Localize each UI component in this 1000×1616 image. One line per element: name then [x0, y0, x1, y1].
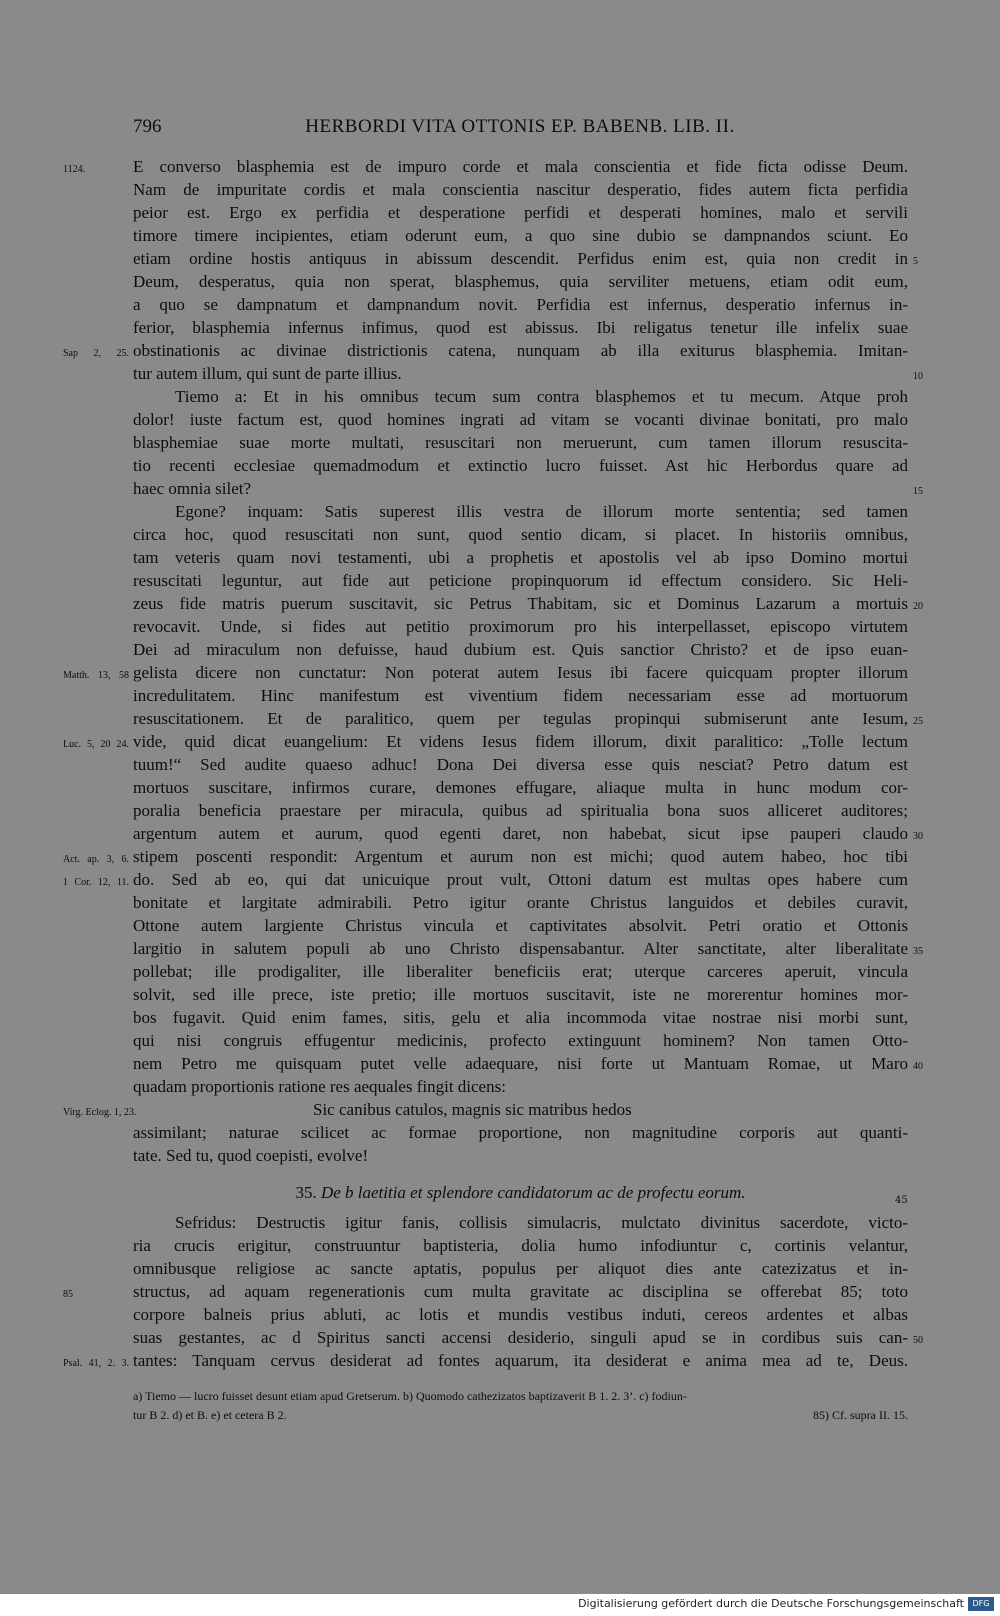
line-text: E converso blasphemia est de impuro corde et mala conscientia et fide ficta odisse Deum.: [133, 157, 908, 176]
text-line: [133, 1075, 908, 1098]
line-text: resuscitationem. Et de paralitico, quem per tegulas propinqui submiserunt ante Iesum,: [133, 709, 908, 728]
text-line: [133, 638, 908, 661]
text-line: [63, 1280, 908, 1303]
line-text: Sefridus: Destructis igitur fanis, collisis simulacris, mulctato divinitus sacerdote, victo-: [175, 1213, 908, 1232]
margin-citation: Luc. 5, 20 24.: [63, 739, 129, 750]
line-number: 10: [913, 371, 923, 382]
text-line: [63, 868, 908, 891]
text-line: [63, 845, 908, 868]
margin-citation: Psal. 41, 2. 3.: [63, 1358, 129, 1369]
text-line: [63, 1098, 908, 1121]
line-text: pollebat; ille prodigaliter, ille liberaliter beneficiis erat; uterque carceres aperuit, vincula: [133, 962, 908, 981]
footnote-line: [133, 1387, 908, 1406]
line-text: haec omnia silet?: [133, 479, 252, 498]
text-line: [133, 1052, 923, 1075]
line-text: vide, quid dicat euangelium: Et videns Iesus fidem illorum, dixit paralitico: „Tolle lectum: [133, 732, 908, 751]
line-text: obstinationis ac divinae districtionis catena, nunquam ab illa exiturus blasphemia. Imitan-: [133, 341, 908, 360]
line-text: omnibusque religiose ac sancte aptatis, populus per aliquot dies ante catezizatus et in-: [133, 1259, 908, 1278]
line-text: largitio in salutem populi ab uno Christo dispensabantur. Alter sanctitate, alter liberalitate: [133, 939, 908, 958]
text-line: [133, 753, 908, 776]
text-line: [133, 1303, 908, 1326]
text-line: [133, 1211, 908, 1234]
text-line: [133, 1234, 908, 1257]
text-line: [133, 1029, 908, 1052]
text-line: [63, 339, 908, 362]
line-text: nem Petro me quisquam putet velle adaequare, nisi forte ut Mantuam Romae, ut Maro: [133, 1054, 908, 1073]
line-number: 25: [913, 716, 923, 727]
line-text: suas gestantes, ac d Spiritus sancti accensi desiderio, singuli apud se in cordibus suis can-: [133, 1328, 908, 1347]
funding-credit: Digitalisierung gefördert durch die Deutsche Forschungsgemeinschaft: [578, 1597, 964, 1610]
line-text: quadam proportionis ratione res aequales fingit dicens:: [133, 1077, 506, 1096]
text-line: [133, 684, 908, 707]
line-text: Tiemo a: Et in his omnibus tecum sum contra blasphemos et tu mecum. Atque proh: [175, 387, 908, 406]
text-line: [133, 477, 923, 500]
text-line: [133, 569, 908, 592]
text-line: [133, 178, 908, 201]
chapter-heading: [133, 1183, 908, 1203]
text-line: [133, 247, 918, 270]
line-text: tantes: Tanquam cervus desiderat ad fontes aquarum, ita desiderat e anima mea ad te, Deus.: [133, 1351, 908, 1370]
text-line: [133, 1006, 908, 1029]
line-text: structus, ad aquam regenerationis cum multa gravitate ac disciplina se offerebat 85; toto: [133, 1282, 908, 1301]
footnotes: [133, 1387, 908, 1425]
line-number: 45: [895, 1195, 908, 1206]
line-text: blasphemiae suae morte multati, resuscitari non meruerunt, cum tamen illorum resuscita-: [133, 433, 908, 452]
text-line: [133, 293, 908, 316]
line-text: tuum!“ Sed audite quaeso adhuc! Dona Dei diversa esse quis nesciat? Petro datum est: [133, 755, 908, 774]
line-number: 40: [913, 1061, 923, 1072]
line-text: ria crucis erigitur, construuntur baptisteria, dolia humo infodiuntur c, cortinis velantur,: [133, 1236, 908, 1255]
line-text: timore timere incipientes, etiam oderunt eum, a quo sine dubio se dampnandos sciunt. Eo: [133, 226, 908, 245]
line-text: resuscitati leguntur, aut fide aut peticione propinquorum id effectum considero. Sic Heli-: [133, 571, 908, 590]
text-line: [133, 822, 923, 845]
text-line: [133, 270, 908, 293]
text-line: [133, 776, 908, 799]
line-text: Dei ad miraculum non defuisse, haud dubium est. Quis sanctior Christo? et de ipso euan-: [133, 640, 908, 659]
text-line: [133, 1326, 923, 1349]
text-line: [133, 316, 908, 339]
line-text: a quo se dampnatum et dampnandum novit. Perfidia est infernus, desperatio infernus in-: [133, 295, 908, 314]
dfg-logo-icon[interactable]: DFG: [968, 1597, 994, 1611]
line-text: corpore balneis prius abluti, ac lotis et mundis vestibus induti, cereos ardentes et albas: [133, 1305, 908, 1324]
text-line: [133, 201, 908, 224]
margin-citation: Act. ap. 3, 6.: [63, 854, 129, 865]
line-text: zeus fide matris puerum suscitavit, sic Petrus Thabitam, sic et Dominus Lazarum a mortuis: [133, 594, 908, 613]
footnote-text: tur B 2. d) et B. e) et cetera B 2.: [133, 1408, 287, 1422]
line-text: poralia beneficia praestare per miracula, quibus ad spiritualia bona suos alliceret auditores;: [133, 801, 908, 820]
line-text: dolor! iuste factum est, quod homines ingrati ad vitam se vocanti divinae bonitati, pro malo: [133, 410, 908, 429]
line-text: etiam ordine hostis antiquus in abissum descendit. Perfidus enim est, quia non credit in: [133, 249, 908, 268]
body-text-block-1: [63, 155, 923, 1167]
text-line: [133, 615, 908, 638]
line-text: incredulitatem. Hinc manifestum est viventium fidem necessariam esse ad mortuorum: [133, 686, 908, 705]
text-line: [63, 1349, 908, 1372]
line-text: tur autem illum, qui sunt de parte illius.: [133, 364, 402, 383]
chapter-title: De b laetitia et splendore candidatorum ac de profectu eorum.: [320, 1183, 746, 1202]
margin-citation: Virg. Eclog. 1, 23.: [63, 1107, 137, 1118]
line-number: 35: [913, 946, 923, 957]
text-line: [133, 546, 908, 569]
line-text: ferior, blasphemia infernus infimus, quod est abissus. Ibi religatus tenetur ille infelix suae: [133, 318, 908, 337]
text-line: [133, 983, 908, 1006]
text-line: [63, 155, 908, 178]
line-text: bonitate et largitate admirabili. Petro igitur orante Christus languidos et debiles curavit,: [133, 893, 908, 912]
text-line: [133, 224, 908, 247]
margin-citation: Matth. 13, 58: [63, 670, 129, 681]
line-text: Sic canibus catulos, magnis sic matribus hedos: [313, 1100, 632, 1119]
text-line: [133, 408, 908, 431]
line-text: do. Sed ab eo, qui dat unicuique prout vult, Ottoni datum est multas opes habere cum: [133, 870, 908, 889]
text-line: [133, 707, 923, 730]
line-number: 5: [913, 256, 918, 267]
line-text: Nam de impuritate cordis et mala conscientia nascitur desperatio, fides autem ficta perfidia: [133, 180, 908, 199]
text-line: [133, 385, 908, 408]
line-text: gelista dicere non cunctatur: Non poterat autem Iesus ibi facere quicquam propter illorum: [133, 663, 908, 682]
margin-citation: Sap 2, 25.: [63, 348, 129, 359]
line-text: circa hoc, quod resuscitati non sunt, quod sentio dicam, si placet. In historiis omnibus,: [133, 525, 908, 544]
line-text: Deum, desperatus, quia non sperat, blasphemus, quia serviliter metuens, etiam odit eum,: [133, 272, 908, 291]
line-text: tio recenti ecclesiae quemadmodum et extinctio lucro fuisset. Ast hic Herbordus quare ad: [133, 456, 908, 475]
line-text: tate. Sed tu, quod coepisti, evolve!: [133, 1146, 369, 1165]
margin-citation: 1 Cor. 12, 11.: [63, 877, 129, 888]
text-line: [133, 960, 908, 983]
chapter-number: 35.: [295, 1183, 317, 1202]
line-text: Ottone autem largiente Christus vincula et captivitates absolvit. Petri oratio et Ottonis: [133, 916, 908, 935]
text-line: [133, 592, 923, 615]
text-line: [133, 362, 923, 385]
line-number: 20: [913, 601, 923, 612]
text-line: [133, 523, 908, 546]
text-line: [133, 937, 923, 960]
page-number: 796: [133, 116, 162, 137]
text-line: [133, 799, 908, 822]
line-number: 50: [913, 1335, 923, 1346]
line-text: solvit, sed ille prece, iste pretio; ille mortuos suscitavit, iste ne morerentur homines mor-: [133, 985, 908, 1004]
footnote-reference: 85) Cf. supra II. 15.: [813, 1408, 908, 1422]
text-line: [133, 1144, 908, 1167]
line-text: qui nisi congruis effugentur medicinis, profecto extinguunt hominem? Non tamen Otto-: [133, 1031, 908, 1050]
text-line: [133, 914, 908, 937]
text-line: [133, 431, 908, 454]
line-text: argentum autem et aurum, quod egenti daret, non habebat, sicut ipse pauperi claudo: [133, 824, 908, 843]
line-text: revocavit. Unde, si fides aut petitio proximorum pro his interpellasset, episcopo virtutem: [133, 617, 908, 636]
line-text: peior est. Ergo ex perfidia et desperatione perfidi et desperati homines, malo et servili: [133, 203, 908, 222]
line-text: Egone? inquam: Satis superest illis vestra de illorum morte sententia; sed tamen: [175, 502, 908, 521]
line-number: 30: [913, 831, 923, 842]
line-text: mortuos suscitare, infirmos curare, demones effugare, aliaque multa in hunc modum cor-: [133, 778, 908, 797]
footnote-line: [133, 1406, 908, 1425]
digitization-footer: [0, 1594, 1000, 1616]
text-line: [63, 730, 908, 753]
line-text: tam veteris quam novi testamenti, ubi a prophetis et apostolis vel ab ipso Domino mortui: [133, 548, 908, 567]
body-text-block-2: [63, 1211, 923, 1372]
line-number: 15: [913, 486, 923, 497]
text-line: [133, 454, 908, 477]
running-title: HERBORDI VITA OTTONIS EP. BABENB. LIB. II.: [305, 116, 735, 137]
margin-citation: 85: [63, 1289, 73, 1300]
text-line: [133, 1121, 908, 1144]
text-line: [133, 891, 908, 914]
text-line: [63, 661, 908, 684]
line-text: stipem poscenti respondit: Argentum et aurum non est michi; quod autem habeo, hoc tibi: [133, 847, 908, 866]
footnote-text: a) Tiemo — lucro fuisset desunt etiam apud Gretserum. b) Quomodo cathezizatos baptizaverit B 1. 2. 3’. c) fodiun-: [133, 1389, 687, 1403]
text-line: [133, 1257, 908, 1280]
margin-citation: 1124.: [63, 164, 86, 175]
text-line: [133, 500, 908, 523]
line-text: bos fugavit. Quid enim fames, sitis, gelu et alia incommoda vitae nostrae nisi morbi sunt,: [133, 1008, 908, 1027]
line-text: assimilant; naturae scilicet ac formae proportione, non magnitudine corporis aut quanti-: [133, 1123, 908, 1142]
